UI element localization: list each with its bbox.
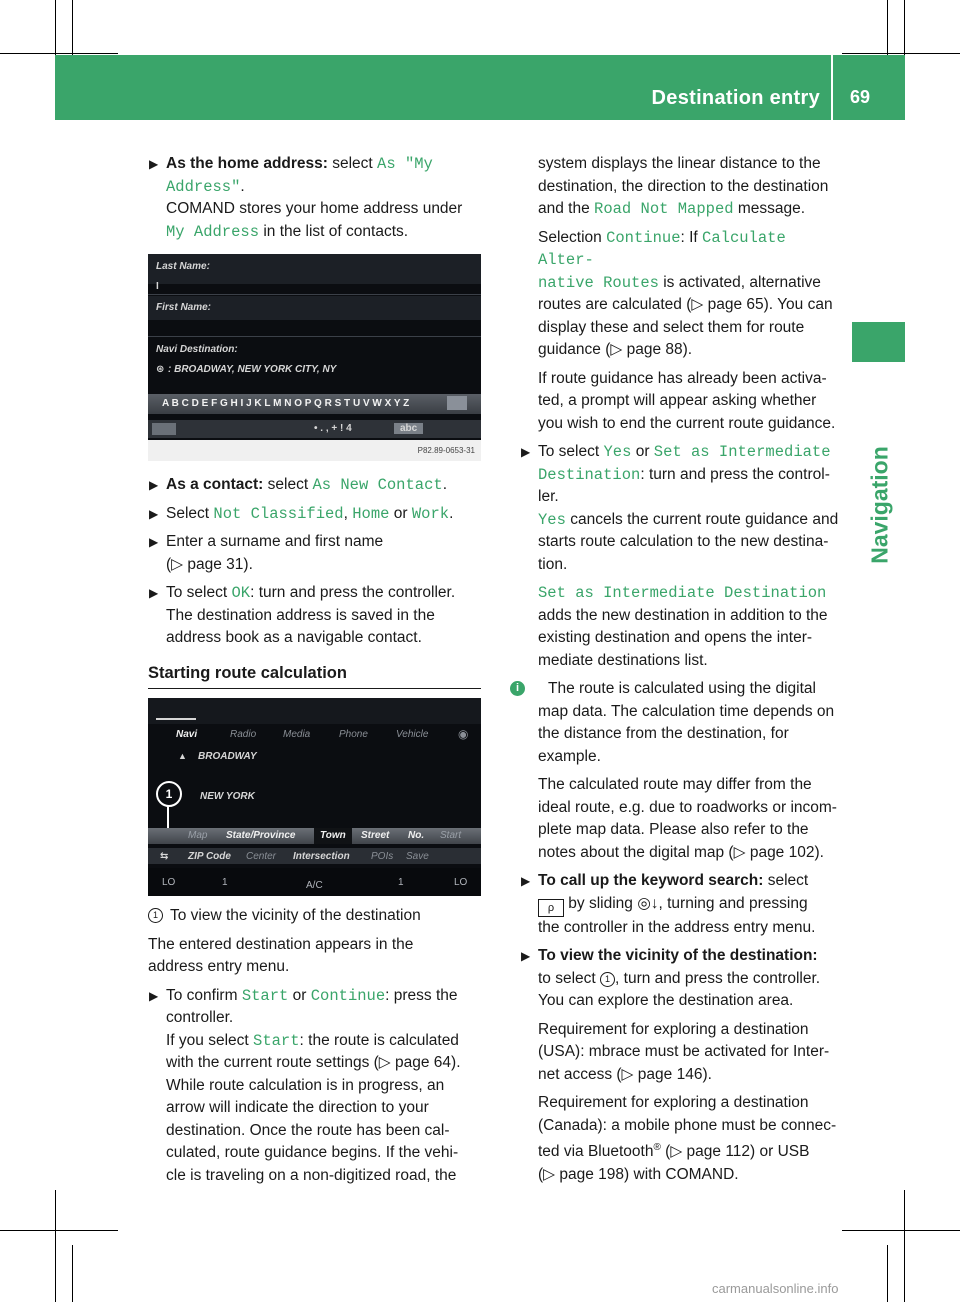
arrow-icon: ▶	[149, 478, 159, 492]
arrow-icon: ▶	[521, 874, 531, 888]
list-item: ▶ Enter a surname and first name (▷ page 31).	[149, 533, 384, 573]
list-item: ▶ As a contact: select As New Contact.	[148, 474, 488, 497]
watermark: carmanualsonline.info	[712, 1281, 839, 1296]
info-note: i The route is calculated using the digital map data. The calculation time depends on the distance from the destination, for example. The calculated route may differ from the ideal route, e.g. due to roadworks or incom- plete map data. Please also refer to the notes about the digital map (▷ page 102).	[520, 678, 842, 864]
crop-mark	[842, 53, 960, 54]
list-item: ▶ To select OK: turn and press the controller. The destination address is saved in the address book as a navigable contact.	[149, 584, 456, 646]
crop-mark	[0, 1230, 118, 1231]
arrow-icon: ▶	[149, 157, 159, 171]
section-rule	[148, 688, 481, 689]
section-heading: Starting route calculation	[148, 664, 347, 682]
arrow-icon: ▶	[149, 535, 159, 549]
list-item: ▶ To call up the keyword search: select ρ by sliding ◎↓, turning and pressing the controller in the address entry menu.	[521, 872, 816, 936]
arrow-icon: ▶	[149, 506, 159, 521]
callout-circle: 1	[156, 781, 182, 807]
page-number: 69	[849, 87, 870, 107]
page-header	[55, 55, 905, 120]
crop-mark	[887, 1245, 888, 1302]
arrow-icon: ▶	[521, 445, 531, 459]
keyword-search-icon: ρ	[538, 899, 564, 917]
left-column-mid	[148, 474, 488, 650]
list-item: ▶ Select Not Classified, Home or Work.	[148, 503, 488, 526]
list-item: ▶ To confirm Start or Continue: press the controller. If you select Start: the route is calculated with the current route settings (▷ page 64). While route calculation is in progress, an arrow will indicate the direction to your destination. Once the route has been cal- culated, route guidance begins. If the vehi- cle is traveling on a non-digitized road, the	[149, 986, 461, 1184]
side-tab	[852, 322, 905, 362]
crop-mark	[55, 1190, 56, 1302]
crop-mark	[887, 0, 888, 55]
left-column-top	[148, 153, 488, 243]
list-item: ▶ To select Yes or Set as Intermediate Destination: turn and press the control- ler. Yes cancels the current route guidance and starts route calculation to the new destina- tion. Set as Intermediate Destination adds the new destination in addition to the existing destination and opens the inter- mediate destinations list.	[521, 443, 839, 669]
callout-number: 1	[600, 972, 615, 987]
arrow-icon: ▶	[521, 949, 531, 963]
list-item: ▶ As the home address: select As "My Address". COMAND stores your home address under My Address in the list of contacts.	[149, 155, 463, 241]
info-icon: i	[510, 681, 525, 696]
crop-mark	[72, 0, 73, 55]
page-title: Destination entry	[651, 87, 820, 109]
crop-mark	[842, 1230, 960, 1231]
crop-mark	[0, 53, 118, 54]
list-item: ▶ To view the vicinity of the destination: to select 1 , turn and press the controller. You can explore the destination area. Requirement for exploring a destination (USA): mbrace must be activated for Inter- net access (▷ page 146). Requirement for exploring a destination (Canada): a mobile phone must be connec- ted via Bluetooth® (▷ page 112) or USB (▷ page 198) with COMAND.	[521, 947, 837, 1183]
crop-mark	[904, 1190, 905, 1302]
screenshot-contact-entry: Last Name: I First Name: Navi Destination: ⊛ : BROADWAY, NEW YORK CITY, NY A B C D E F G H I J K L M N O P Q R S T U V W X Y Z • . , + ! 4 abc P82.89-0653-31	[148, 254, 481, 461]
crop-mark	[72, 1245, 73, 1302]
right-column: system displays the linear distance to the destination, the direction to the destination and the Road Not Mapped message. Selection Continue: If Calculate Alter‐ native Routes is activated, alternative routes are calculated (▷ page 65). You can display these and select them for route guidance (▷ page 88). If route guidance has already been activa- ted, a prompt will appear asking whether you wish to end the current route guidance. ▶ To select Yes or Set as Intermediate Destination: turn and press the control- ler. Yes cancels the current route guidance and starts route calculation to the new destina- tion. Set as Intermediate Destination adds the new destination in addition to the existing destination and opens the inter- mediate destinations list. i The route is calculated using the digital map data. The calculation time depends on the distance from the destination, for example. The calculated route may differ from the ideal route, e.g. due to roadworks or incom- plete map data. Please also refer to the notes about the digital map (▷ page 102). ▶ To call up the keyword search: select ρ by sliding ◎↓, turning and pressing the controller in the address entry menu. ▶ To view the vicinity of the destination: to select 1 , turn and press the controller. You can explore the destination area. Requirement for exploring a destination (USA): mbrace must be activated for Inter- net access (▷ page 146). Requirement for exploring a destination (Canada): a mobile phone must be connec- ted via Bluetooth® (▷ page 112) or USB (▷ page 198) with COMAND.	[520, 153, 842, 1186]
legend-item: 1 To view the vicinity of the destination	[148, 905, 488, 928]
header-divider	[831, 55, 833, 120]
screenshot-address-entry: Navi Radio Media Phone Vehicle ◉ ▲ BROADWAY NEW YORK 1 Map State/Province Town Street No. Start ⇆ ZIP Code Center Intersection POIs Save LO 1 A/C 1 LO	[148, 698, 481, 896]
arrow-icon: ▶	[149, 988, 159, 1003]
left-column-bottom: 1 To view the vicinity of the destination The entered destination appears in the address entry menu. ▶ To confirm Start or Continue: press the controller. If you select Start: the route is calculated with the current route settings (▷ page 64). While route calculation is in progress, an arrow will indicate the direction to your destination. Once the route has been cal- culated, route guidance begins. If the vehi- cle is traveling on a non-digitized road, the	[148, 905, 488, 1187]
callout-number: 1	[148, 908, 163, 923]
arrow-icon: ▶	[149, 586, 159, 600]
